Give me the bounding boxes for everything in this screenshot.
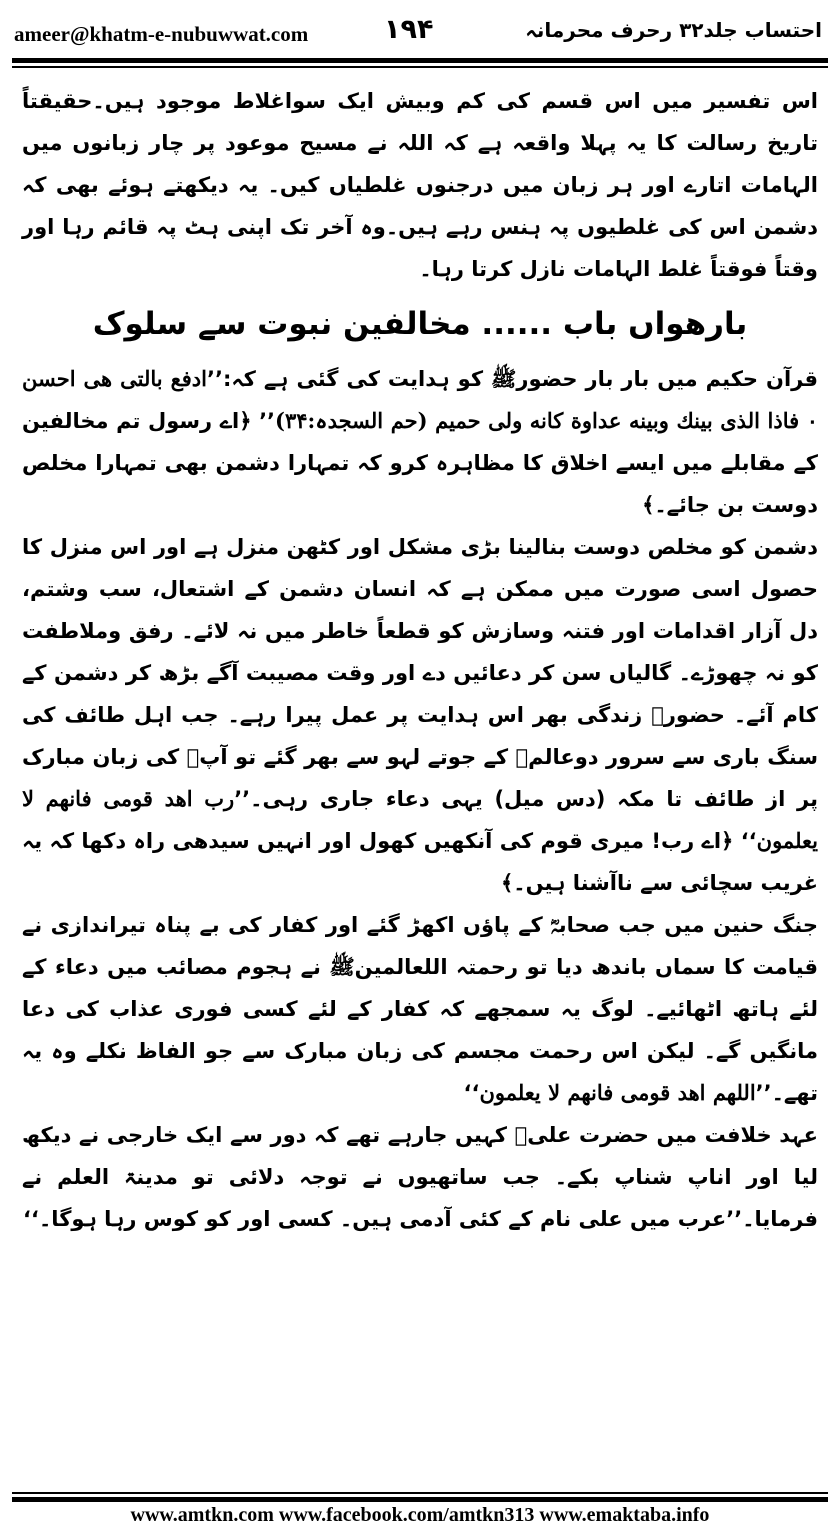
header-email: ameer@khatm-e-nubuwwat.com (14, 22, 309, 46)
quran-verse: ادفع بالتی ھی احسن ۰ فاذا الذی بینك وبینه عداوة کانه ولی حمیم (حم السجدہ:۳۴) (22, 366, 818, 433)
page-body (22, 80, 818, 1480)
paragraph-2-intro: قرآن حکیم میں بار بار حضورﷺ کو ہدایت کی گئی ہے کہ:’’ (206, 367, 818, 391)
dua-hunain: اللھم اھد قومی فانھم لا یعلمون (479, 1080, 756, 1105)
page-header (0, 0, 840, 64)
paragraph-1: اس تفسیر میں اس قسم کی کم وبیش ایک سواغلاط موجود ہیں۔حقیقتاً تاریخ رسالت کا یہ پہلا واقعہ ہے کہ اللہ نے مسیح موعود پر چار زبانوں میں الہامات اتارے اور ہر زبان میں درجنوں غلطیاں کیں۔ یہ دیکھتے ہوئے بھی کہ دشمن اس کی غلطیوں پہ ہنس رہے ہیں۔وہ آخر تک اپنی ہٹ پہ قائم رہا اور وقتاً فوقتاً غلط الہامات نازل کرتا رہا۔ (22, 89, 818, 281)
paragraph-4 (22, 904, 818, 1114)
running-title: احتساب جلد۳۲ رحرف محرمانہ (525, 18, 822, 42)
dua-taif: رب اھد قومی فانھم لا یعلمون (22, 786, 818, 853)
paragraph-4-text: جنگ حنین میں جب صحابہؓ کے پاؤں اکھڑ گئے اور کفار کی بے پناہ تیراندازی نے قیامت کا سماں باندھ دیا تو رحمتہ اللعالمینﷺ نے ہجوم مصائب میں دعاء کے لئے ہاتھ اٹھائیے۔ لوگ یہ سمجھے کہ کفار کے لئے کسی فوری عذاب کی دعا مانگیں گے۔ لیکن اس رحمت مجسم کی زبان مبارک سے جو الفاظ نکلے وہ یہ تھے۔’’ (22, 913, 818, 1105)
header-rule-thin (12, 66, 828, 68)
paragraph-2 (22, 358, 818, 526)
paragraph-5: عہد خلافت میں حضرت علیؓ کہیں جارہے تھے کہ دور سے ایک خارجی نے دیکھ لیا اور اناپ شناپ بکے۔ جب ساتھیوں نے توجہ دلائی تو مدینۃ العلم نے فرمایا۔’’عرب میں علی نام کے کئی آدمی ہیں۔ کسی اور کو کوس رہا ہوگا۔‘‘ (22, 1123, 818, 1231)
dua-taif-translation: ‘‘ ﴿اے رب! میری قوم کی آنکھیں کھول اور انہیں سیدھی راہ دکھا کہ یہ غریب سچائی سے ناآشنا ہیں۔﴾ (22, 829, 818, 895)
verse-translation: ’’ ﴿اے رسول تم مخالفین کے مقابلے میں ایسے اخلاق کا مظاہرہ کرو کہ تمہارا دشمن بھی تمہارا مخلص دوست بن جائے۔﴾ (22, 409, 818, 517)
header-rule-thick (12, 58, 828, 63)
dua-hunain-close: ‘‘ (463, 1081, 480, 1105)
page-number: ۱۹۴ (384, 14, 434, 45)
paragraph-3 (22, 526, 818, 904)
footer-rule-thick (12, 1497, 828, 1502)
footer-links: www.amtkn.com www.facebook.com/amtkn313 www.emaktaba.info (130, 1504, 710, 1526)
chapter-heading: بارھواں باب ...... مخالفین نبوت سے سلوک (92, 306, 748, 342)
paragraph-3-text: دشمن کو مخلص دوست بنالینا بڑی مشکل اور کٹھن منزل ہے اور اس منزل کا حصول اسی صورت میں ممکن ہے کہ انسان دشمن کے اشتعال، سب وشتم، دل آزار اقدامات اور فتنہ وسازش کو قطعاً خاطر میں نہ لائے۔ رفق وملاطفت کو نہ چھوڑے۔ گالیاں سن کر دعائیں دے اور وقت مصیبت آگے بڑھ کر دشمن کے کام آئے۔ حضورﷺ زندگی بھر اس ہدایت پر عمل پیرا رہے۔ جب اہل طائف کی سنگ باری سے سرور دوعالمﷺ کے جوتے لہو سے بھر گئے تو آپؐ کی زبان مبارک پر از طائف تا مکہ (دس میل) یہی دعاء جاری رہی۔’’ (22, 535, 818, 811)
footer-rule-thin (12, 1492, 828, 1494)
